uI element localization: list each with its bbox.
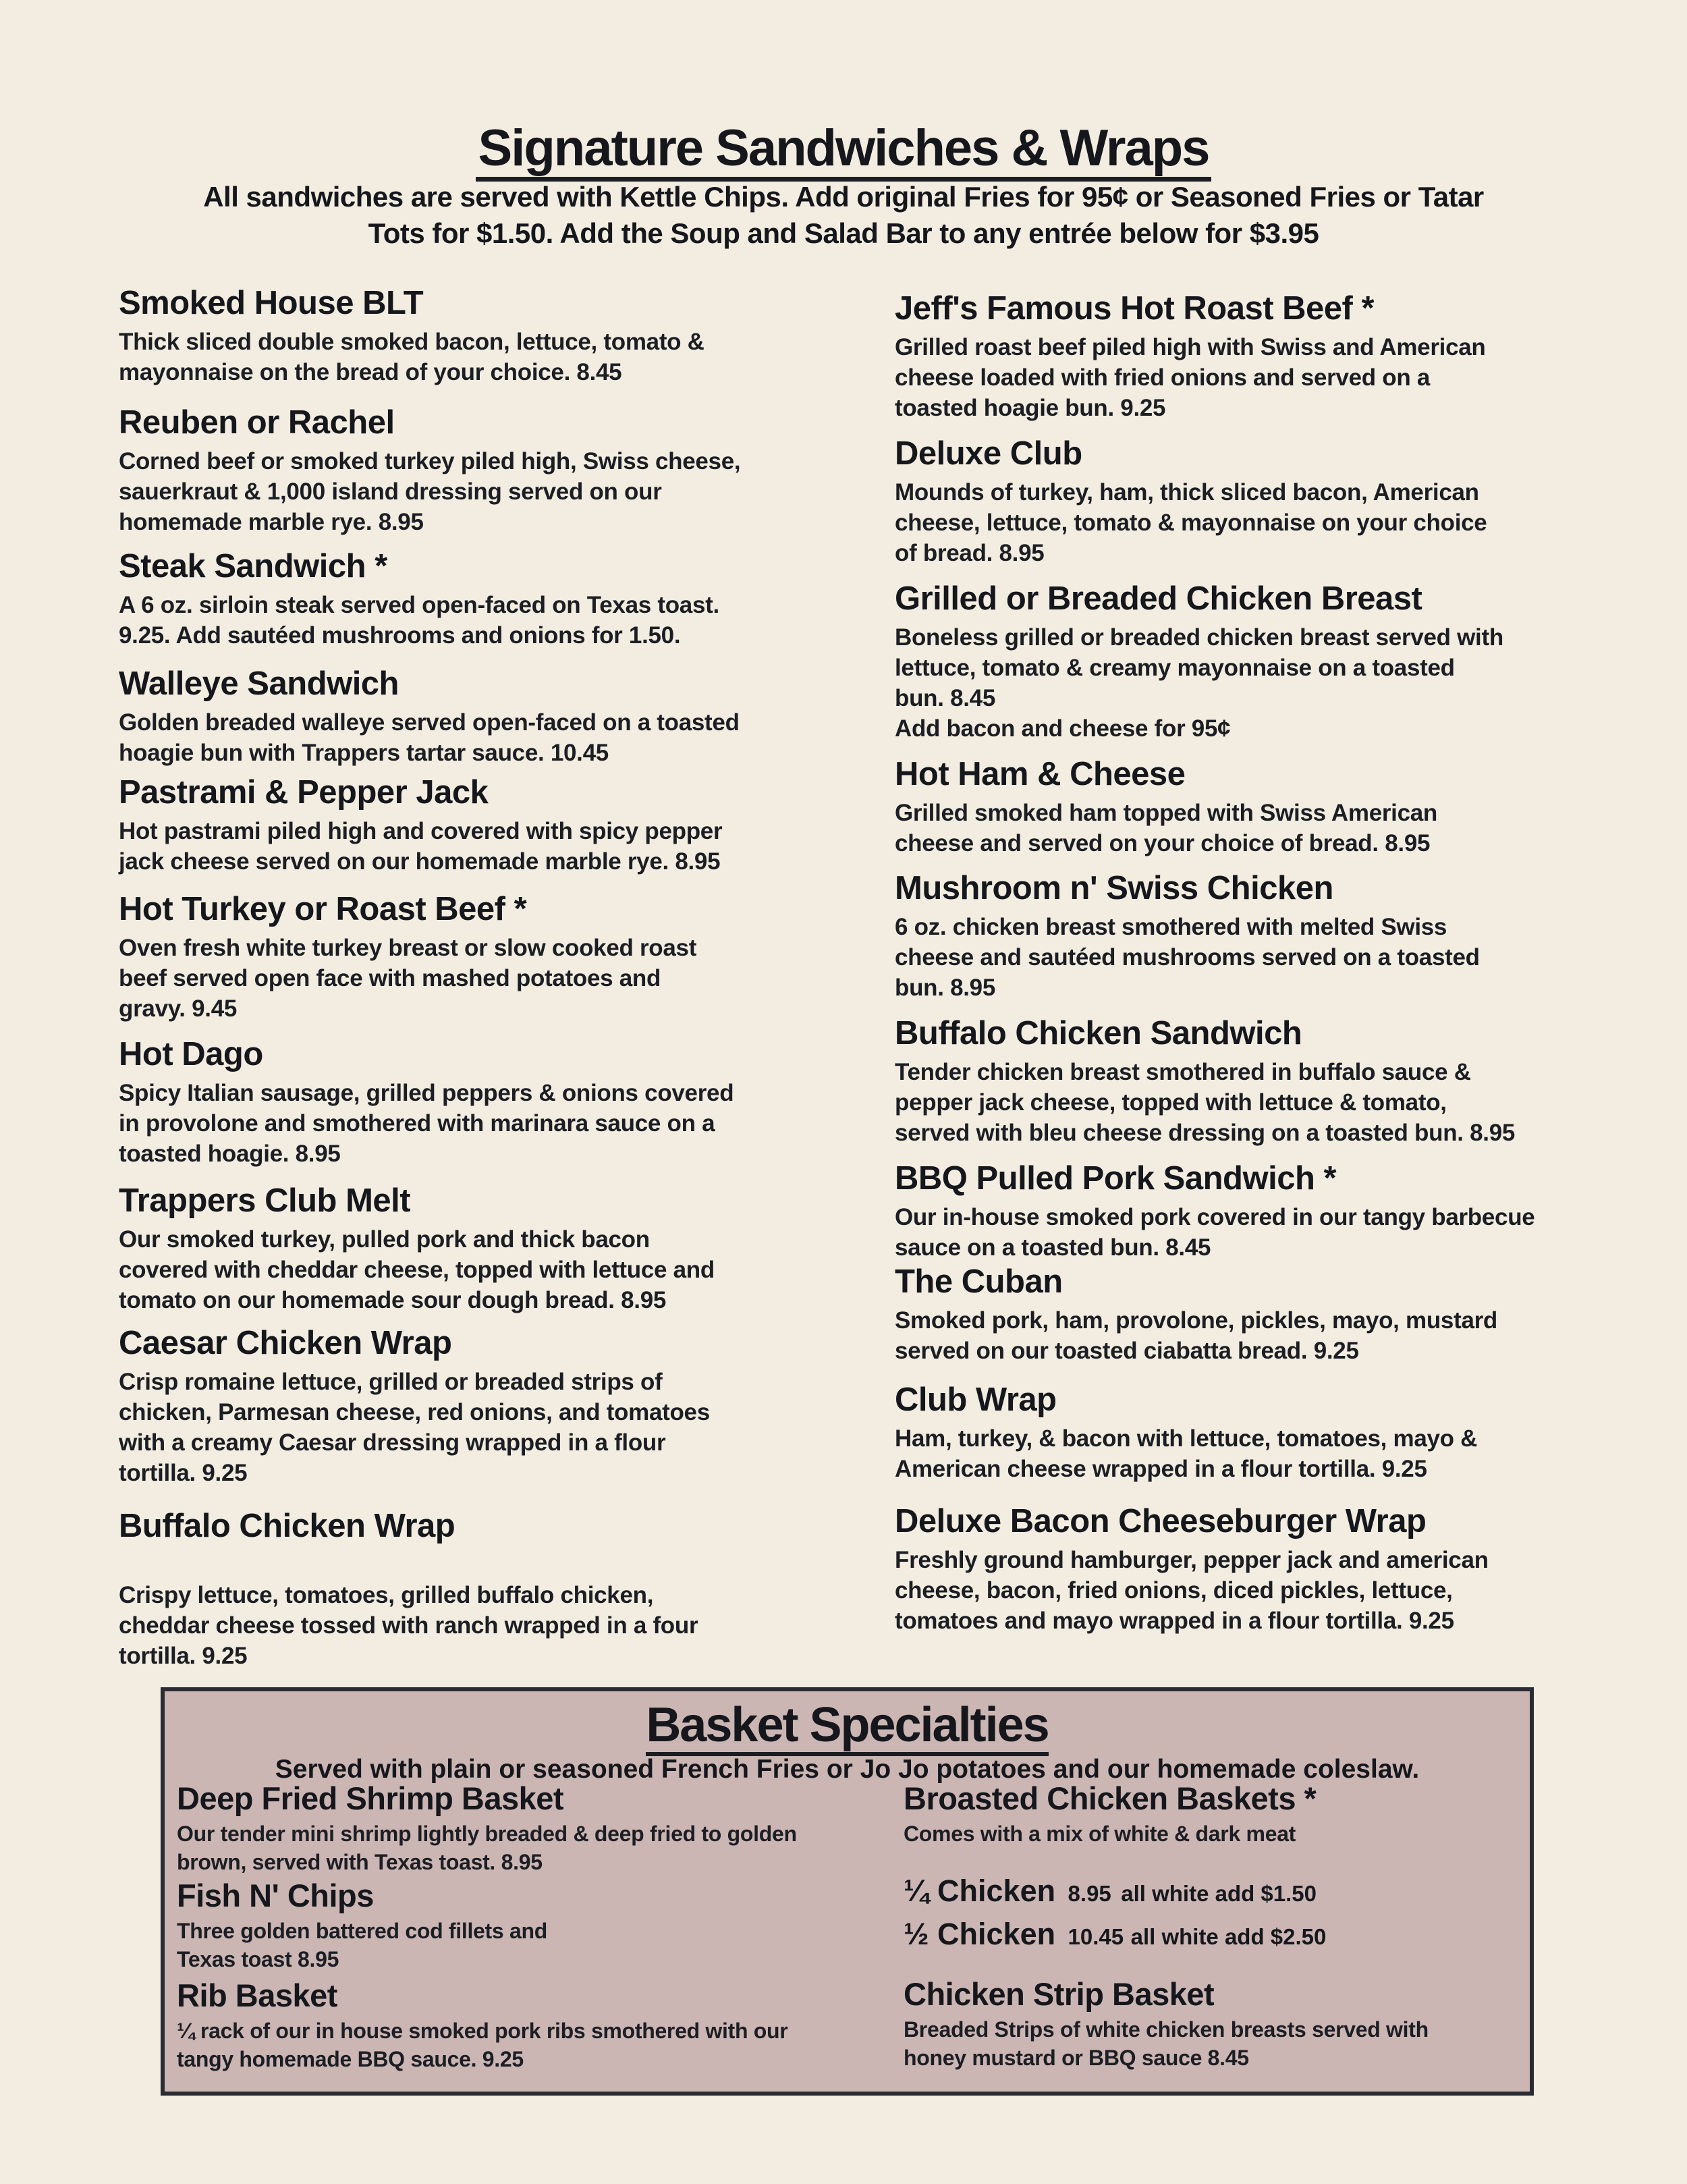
- menu-item: [895, 1157, 1534, 1263]
- item-description-line: jack cheese served on our homemade marble rye. 8.95: [119, 848, 721, 875]
- item-description-line: bun. 8.45: [895, 685, 996, 711]
- item-description-line: homemade marble rye. 8.95: [119, 509, 424, 535]
- item-description-line: Boneless grilled or breaded chicken breast served with: [895, 624, 1503, 651]
- menu-item: [895, 288, 1486, 423]
- item-name: Caesar Chicken Wrap: [119, 1325, 452, 1361]
- menu-item: [177, 1876, 547, 1973]
- menu-item: [895, 578, 1503, 744]
- item-description-line: tomatoes and mayo wrapped in a flour tortilla. 9.25: [895, 1608, 1454, 1634]
- option-price: 8.95: [1068, 1881, 1111, 1906]
- item-description-line: lettuce, tomato & creamy mayonnaise on a toasted: [895, 655, 1455, 681]
- item-description-line: beef served open face with mashed potatoes and: [119, 965, 661, 991]
- item-description-line: 9.25. Add sautéed mushrooms and onions for 1.50.: [119, 622, 681, 649]
- item-description-line: Smoked pork, ham, provolone, pickles, mayo, mustard: [895, 1307, 1498, 1334]
- item-name: Hot Dago: [119, 1036, 263, 1072]
- menu-item: [177, 1976, 787, 2073]
- menu-item: [895, 1379, 1477, 1484]
- item-description-line: served with bleu cheese dressing on a toasted bun. 8.95: [895, 1120, 1516, 1146]
- item-description-line: Corned beef or smoked turkey piled high, Swiss cheese,: [119, 448, 741, 474]
- item-description-line: Grilled roast beef piled high with Swiss and American: [895, 334, 1486, 360]
- item-description-line: Oven fresh white turkey breast or slow cooked roast: [119, 935, 697, 961]
- item-description-line: cheese, bacon, fried onions, diced pickles, lettuce,: [895, 1577, 1453, 1604]
- item-description-line: Freshly ground hamburger, pepper jack and american: [895, 1547, 1489, 1573]
- item-name: Chicken Strip Basket: [904, 1976, 1215, 2012]
- item-description-line: sauerkraut & 1,000 island dressing served on our: [119, 479, 662, 505]
- item-name: Grilled or Breaded Chicken Breast: [895, 580, 1422, 617]
- option-extra: all white add $1.50: [1121, 1881, 1317, 1906]
- menu-item: [119, 282, 704, 387]
- item-name: Deep Fried Shrimp Basket: [177, 1780, 564, 1816]
- item-name: Trappers Club Melt: [119, 1182, 411, 1219]
- item-description-line: cheese, lettuce, tomato & mayonnaise on your choice: [895, 510, 1487, 536]
- item-name: The Cuban: [895, 1263, 1063, 1300]
- option-label: ½ Chicken: [904, 1917, 1056, 1951]
- item-description-line: tortilla. 9.25: [119, 1460, 248, 1486]
- option-label: ¼ Chicken: [904, 1874, 1056, 1908]
- item-description-line: toasted hoagie bun. 9.25: [895, 395, 1166, 421]
- quarter-chicken-option: [904, 1874, 1317, 1909]
- item-description-line: covered with cheddar cheese, topped with lettuce and: [119, 1257, 715, 1283]
- item-description-line: Texas toast 8.95: [177, 1947, 339, 1971]
- menu-item: [119, 402, 740, 537]
- item-description-line: hoagie bun with Trappers tartar sauce. 10.45: [119, 740, 609, 766]
- item-description-line: cheese and served on your choice of bread. 8.95: [895, 830, 1431, 856]
- item-description-line: Our smoked turkey, pulled pork and thick bacon: [119, 1226, 650, 1253]
- item-description-line: Our in-house smoked pork covered in our tangy barbecue: [895, 1204, 1535, 1230]
- item-description-line: bun. 8.95: [895, 975, 996, 1001]
- item-description-line: served on our toasted ciabatta bread. 9.25: [895, 1338, 1359, 1364]
- item-description-line: Our tender mini shrimp lightly breaded & deep fried to golden: [177, 1822, 797, 1846]
- half-chicken-option: [904, 1917, 1326, 1952]
- menu-item: [119, 1180, 715, 1315]
- basket-subtitle: Served with plain or seasoned French Fries or Jo Jo potatoes and our homemade coleslaw.: [275, 1755, 1420, 1784]
- item-description-line: Crisp romaine lettuce, grilled or breaded strips of: [119, 1369, 663, 1395]
- subtitle-line: Tots for $1.50. Add the Soup and Salad Bar to any entrée below for $3.95: [368, 217, 1319, 249]
- menu-item: [119, 545, 719, 651]
- item-description-line: Golden breaded walleye served open-faced on a toasted: [119, 709, 740, 736]
- menu-item: [119, 1505, 698, 1671]
- item-description-line: [119, 1550, 698, 1580]
- item-name: Pastrami & Pepper Jack: [119, 774, 489, 811]
- menu-item: [177, 1779, 797, 1876]
- menu-item: [895, 1012, 1515, 1148]
- item-description-line: mayonnaise on the bread of your choice. 8.45: [119, 359, 622, 385]
- item-description-line: ¼ rack of our in house smoked pork ribs smothered with our: [177, 2019, 788, 2043]
- item-name: Rib Basket: [177, 1977, 337, 2013]
- item-description-line: Tender chicken breast smothered in buffalo sauce &: [895, 1059, 1471, 1085]
- item-description-line: toasted hoagie. 8.95: [119, 1141, 341, 1167]
- item-name: Club Wrap: [895, 1382, 1057, 1418]
- item-description-line: Breaded Strips of white chicken breasts served with: [904, 2017, 1429, 2042]
- item-name: Walleye Sandwich: [119, 665, 399, 702]
- item-description-line: tangy homemade BBQ sauce. 9.25: [177, 2047, 524, 2071]
- item-description-line: sauce on a toasted bun. 8.45: [895, 1234, 1211, 1261]
- item-name: Smoked House BLT: [119, 285, 424, 321]
- item-name: Jeff's Famous Hot Roast Beef *: [895, 290, 1375, 327]
- item-description-line: Crispy lettuce, tomatoes, grilled buffalo chicken,: [119, 1582, 654, 1608]
- item-description-line: Spicy Italian sausage, grilled peppers & onions covered: [119, 1080, 734, 1106]
- item-name: Fish N' Chips: [177, 1878, 374, 1913]
- item-description-line: Grilled smoked ham topped with Swiss American: [895, 800, 1438, 826]
- item-description-line: honey mustard or BBQ sauce 8.45: [904, 2046, 1249, 2070]
- item-name: Deluxe Bacon Cheeseburger Wrap: [895, 1503, 1427, 1539]
- item-name: Mushroom n' Swiss Chicken: [895, 870, 1333, 906]
- item-name: BBQ Pulled Pork Sandwich *: [895, 1160, 1337, 1197]
- menu-item: [895, 1500, 1489, 1636]
- item-name: Reuben or Rachel: [119, 404, 395, 441]
- basket-title: Basket Specialties: [161, 1697, 1534, 1753]
- item-description-line: chicken, Parmesan cheese, red onions, and tomatoes: [119, 1399, 710, 1425]
- menu-item: [895, 753, 1437, 858]
- item-description-line: Three golden battered cod fillets and: [177, 1919, 547, 1943]
- subtitle-line: All sandwiches are served with Kettle Chips. Add original Fries for 95¢ or Seasoned Fries or Tatar: [203, 181, 1484, 213]
- item-description-line: gravy. 9.45: [119, 995, 238, 1022]
- option-price: 10.45: [1068, 1924, 1124, 1949]
- item-name: Hot Turkey or Roast Beef *: [119, 891, 527, 927]
- item-description-line: brown, served with Texas toast. 8.95: [177, 1850, 543, 1874]
- item-description-line: Hot pastrami piled high and covered with spicy pepper: [119, 818, 723, 844]
- page-title: Signature Sandwiches & Wraps: [0, 119, 1687, 178]
- menu-item-broasted: [904, 1779, 1316, 1848]
- item-description-line: cheese loaded with fried onions and served on a: [895, 364, 1431, 391]
- item-description-line: pepper jack cheese, topped with lettuce & tomato,: [895, 1089, 1447, 1116]
- item-name: Steak Sandwich *: [119, 548, 387, 584]
- item-name: Broasted Chicken Baskets *: [904, 1780, 1317, 1816]
- item-description-line: Mounds of turkey, ham, thick sliced bacon, American: [895, 479, 1479, 506]
- item-description-line: with a creamy Caesar dressing wrapped in a flour: [119, 1429, 666, 1456]
- item-name: Hot Ham & Cheese: [895, 756, 1186, 792]
- item-description-line: A 6 oz. sirloin steak served open-faced on Texas toast.: [119, 592, 719, 618]
- item-description-line: in provolone and smothered with marinara sauce on a: [119, 1110, 715, 1137]
- item-name: Buffalo Chicken Sandwich: [895, 1015, 1302, 1052]
- item-name: Deluxe Club: [895, 435, 1082, 472]
- menu-item: [895, 867, 1480, 1003]
- item-note: Comes with a mix of white & dark meat: [904, 1822, 1296, 1846]
- menu-item-chicken-strip: [904, 1975, 1429, 2072]
- item-name: Buffalo Chicken Wrap: [119, 1508, 455, 1544]
- item-description-line: of bread. 8.95: [895, 540, 1045, 566]
- menu-item: [119, 771, 722, 877]
- menu-item: [119, 663, 740, 768]
- item-description-line: tomato on our homemade sour dough bread. 8.95: [119, 1287, 667, 1313]
- menu-item: [895, 1261, 1497, 1366]
- item-description-line: cheese and sautéed mushrooms served on a toasted: [895, 944, 1480, 971]
- item-description-line: Add bacon and cheese for 95¢: [895, 715, 1231, 742]
- menu-item: [119, 1322, 710, 1488]
- item-description-line: American cheese wrapped in a flour tortilla. 9.25: [895, 1456, 1427, 1482]
- item-description-line: Thick sliced double smoked bacon, lettuce, tomato &: [119, 329, 704, 355]
- option-extra: all white add $2.50: [1130, 1924, 1327, 1949]
- item-description-line: tortilla. 9.25: [119, 1643, 248, 1669]
- item-description-line: Ham, turkey, & bacon with lettuce, tomatoes, mayo &: [895, 1425, 1478, 1452]
- menu-item: [895, 433, 1487, 568]
- menu-item: [119, 1033, 734, 1169]
- item-description-line: 6 oz. chicken breast smothered with melted Swiss: [895, 914, 1447, 940]
- menu-item: [119, 888, 696, 1024]
- item-description-line: cheddar cheese tossed with ranch wrapped in a four: [119, 1612, 698, 1639]
